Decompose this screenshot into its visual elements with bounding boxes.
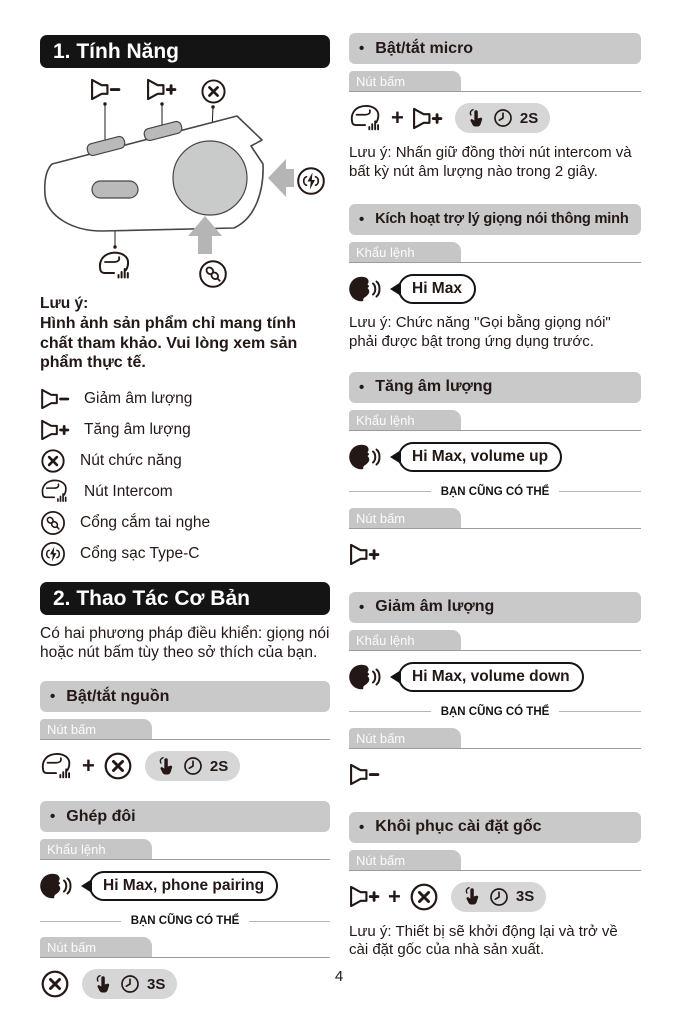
legend-label: Cổng cắm tai nghe <box>80 513 211 531</box>
op-reset-note: Lưu ý: Thiết bị sẽ khởi động lại và trở về cài đặt gốc của nhà sản xuất. <box>349 922 618 959</box>
plus-sign: + <box>82 753 95 779</box>
voice-method-tab: Khẩu lệnh <box>349 242 461 262</box>
type-c-port-icon <box>40 541 66 567</box>
intercom-button-icon <box>349 103 383 134</box>
legend-item <box>40 448 330 474</box>
bullet: • <box>359 818 365 836</box>
volume-up-icon <box>349 543 380 566</box>
section-2-intro: Có hai phương pháp điều khiển: giọng nói hoặc nút bấm tùy theo sở thích của bạn. <box>40 624 330 662</box>
op-volume-up-title: Tăng âm lượng <box>375 378 493 396</box>
button-method-tab: Nút bấm <box>349 728 461 748</box>
volume-up-icon <box>148 80 175 99</box>
button-method-tab: Nút bấm <box>349 508 461 528</box>
headphone-jack-icon <box>200 261 226 287</box>
op-power-buttons <box>40 749 330 783</box>
clock-icon <box>493 108 513 128</box>
legend-item <box>40 541 330 567</box>
product-note: Hình ảnh sản phẩm chỉ mang tính chất tham khảo. Vui lòng xem sản phẩm thực tế. <box>40 315 298 372</box>
op-reset-title: Khôi phục cài đặt gốc <box>375 818 542 836</box>
op-volume-down-voice <box>349 661 641 693</box>
function-button-icon <box>202 80 224 102</box>
voice-method-tab: Khẩu lệnh <box>349 410 461 430</box>
volume-down-icon <box>349 763 380 786</box>
tab-row <box>349 508 641 529</box>
clock-icon <box>489 887 509 907</box>
press-hand-icon <box>463 886 482 907</box>
tab-row <box>40 839 330 860</box>
hold-duration: 3S <box>515 888 535 906</box>
tab-row <box>349 242 641 263</box>
op-reset-buttons <box>349 880 641 914</box>
also-divider <box>40 915 330 927</box>
tab-row <box>40 719 330 740</box>
op-assistant-voice <box>349 273 641 305</box>
device-intercom-button <box>92 181 138 198</box>
type-c-port-icon <box>298 168 324 194</box>
op-volume-up-buttons <box>349 538 641 572</box>
hold-duration: 2S <box>209 757 229 775</box>
voice-command-bubble: Hi Max, volume down <box>398 662 584 692</box>
press-hand-icon <box>157 756 176 777</box>
tab-row <box>349 728 641 749</box>
button-method-tab: Nút bấm <box>349 71 461 91</box>
op-mic-title: Bật/tắt micro <box>375 39 474 57</box>
tab-row <box>349 71 641 92</box>
op-pairing-voice <box>40 870 330 902</box>
voice-speaking-icon <box>349 662 383 692</box>
typec-port-arrow <box>268 159 294 197</box>
headphone-jack-icon <box>40 510 66 536</box>
legend-item <box>40 417 330 443</box>
voice-speaking-icon <box>349 274 383 304</box>
tab-row <box>40 937 330 958</box>
right-column <box>349 33 641 960</box>
legend-item <box>40 386 330 412</box>
device-diagram <box>40 78 330 290</box>
function-button-icon <box>409 882 439 912</box>
section-2-title: 2. Thao Tác Cơ Bản <box>53 586 250 610</box>
op-volume-up-voice <box>349 441 641 473</box>
button-method-tab: Nút bấm <box>349 850 461 870</box>
clock-icon <box>183 756 203 776</box>
op-assistant-header <box>349 204 641 235</box>
tab-row <box>349 630 641 651</box>
section-1-title: 1. Tính Năng <box>53 40 179 63</box>
op-mic-note: Lưu ý: Nhấn giữ đồng thời nút intercom và bất kỳ nút âm lượng nào trong 2 giây. <box>349 144 632 180</box>
note-label: Lưu ý: <box>40 295 89 312</box>
op-assistant-note: Lưu ý: Chức năng "Gọi bằng giọng nói" phải được bật trong ứng dụng trước. <box>349 313 611 350</box>
device-function-button <box>173 141 247 215</box>
left-column <box>40 35 330 1001</box>
also-divider <box>349 706 641 718</box>
hold-duration-pill <box>451 882 546 912</box>
page-number: 4 <box>334 968 344 985</box>
op-mic-buttons <box>349 101 641 135</box>
legend-label: Nút chức năng <box>80 451 182 469</box>
volume-up-icon <box>349 885 380 908</box>
op-power-title: Bật/tắt nguồn <box>66 687 170 705</box>
legend-item <box>40 510 330 536</box>
bullet: • <box>50 688 56 706</box>
tab-row <box>349 410 641 431</box>
voice-command-bubble: Hi Max, phone pairing <box>89 871 278 901</box>
op-volume-down-buttons <box>349 758 641 792</box>
hold-duration-pill <box>455 103 550 133</box>
legend-label: Giảm âm lượng <box>84 389 193 407</box>
section-1-header <box>40 35 330 68</box>
press-hand-icon <box>467 108 486 129</box>
volume-down-icon <box>92 80 119 99</box>
plus-sign: + <box>391 105 404 130</box>
hold-duration: 2S <box>519 109 539 127</box>
legend-label: Cổng sạc Type-C <box>80 544 200 562</box>
op-volume-down-title: Giảm âm lượng <box>375 598 495 616</box>
also-divider-label: BẠN CŨNG CÓ THỂ <box>130 915 240 928</box>
legend-item <box>40 479 330 505</box>
device-diagram-svg <box>40 78 330 290</box>
intercom-button-icon <box>40 478 70 505</box>
tab-row <box>349 850 641 871</box>
voice-method-tab: Khẩu lệnh <box>349 630 461 650</box>
op-volume-down-header <box>349 592 641 623</box>
plus-sign: + <box>388 883 401 909</box>
also-divider <box>349 486 641 498</box>
bullet: • <box>50 808 56 826</box>
legend-label: Tăng âm lượng <box>84 420 191 438</box>
legend-label: Nút Intercom <box>84 482 173 500</box>
op-mic-header <box>349 33 641 64</box>
volume-down-icon <box>40 388 70 410</box>
legend <box>40 386 330 567</box>
button-method-tab: Nút bấm <box>40 719 152 739</box>
op-volume-up-header <box>349 372 641 403</box>
also-divider-label: BẠN CŨNG CÓ THỂ <box>440 705 550 718</box>
also-divider-label: BẠN CŨNG CÓ THỂ <box>440 485 550 498</box>
button-method-tab: Nút bấm <box>40 937 152 957</box>
volume-up-icon <box>412 107 443 130</box>
volume-up-icon <box>40 419 70 441</box>
hold-duration: 3S <box>147 975 166 993</box>
section-2-header <box>40 582 330 615</box>
op-pairing-title: Ghép đôi <box>66 807 136 825</box>
voice-method-tab: Khẩu lệnh <box>40 839 152 859</box>
op-reset-header <box>349 812 641 843</box>
bullet: • <box>359 598 365 616</box>
intercom-button-icon <box>40 751 74 782</box>
function-button-icon <box>40 448 66 474</box>
bullet: • <box>359 210 365 228</box>
bullet: • <box>359 40 365 57</box>
bullet: • <box>359 378 365 396</box>
hold-duration-pill <box>145 751 240 781</box>
voice-command-bubble: Hi Max <box>398 274 476 304</box>
voice-speaking-icon <box>349 442 383 472</box>
function-button-icon <box>103 751 133 781</box>
voice-command-bubble: Hi Max, volume up <box>398 442 562 472</box>
op-power-header <box>40 681 330 712</box>
op-pairing-header <box>40 801 330 832</box>
intercom-button-icon <box>100 253 129 279</box>
op-assistant-title: Kích hoạt trợ lý giọng nói thông minh <box>375 211 629 228</box>
voice-speaking-icon <box>40 871 74 901</box>
